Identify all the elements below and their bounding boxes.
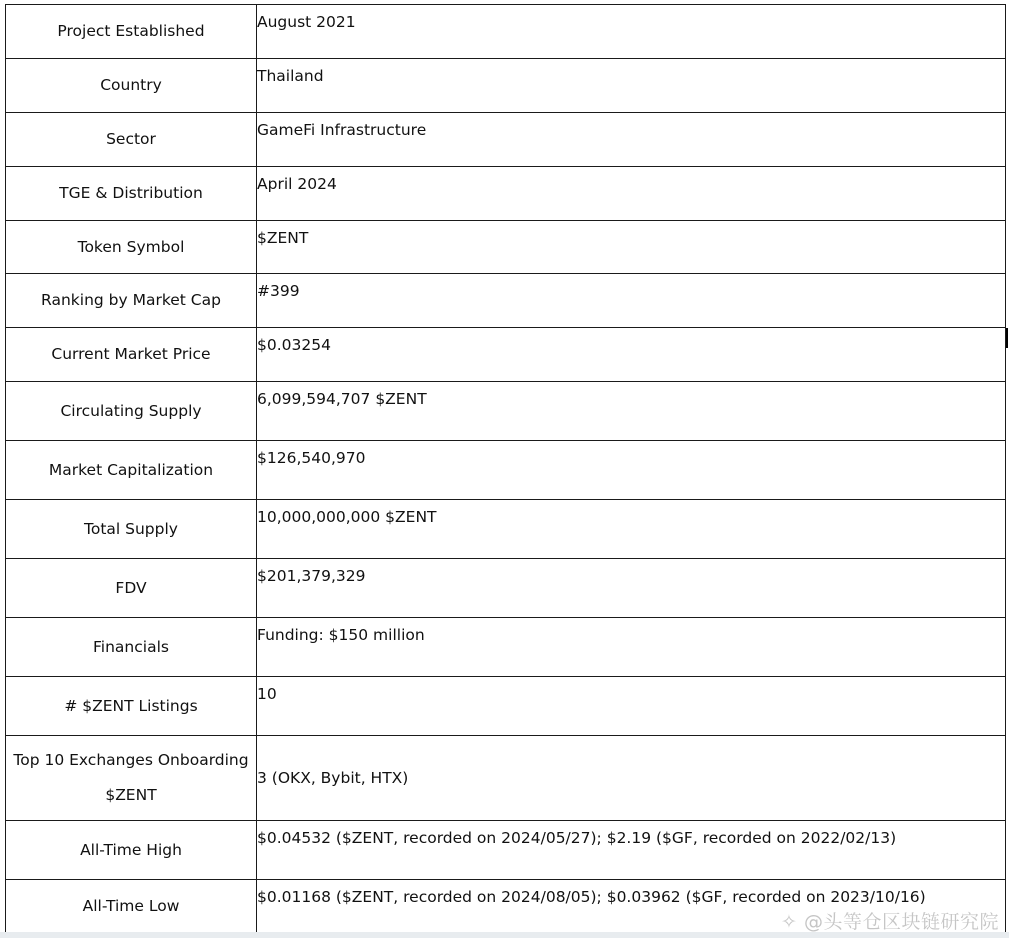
row-value: #399: [257, 274, 1006, 328]
row-value: $0.03254: [257, 328, 1006, 382]
table-row: [6, 821, 1006, 880]
table-row: [6, 328, 1006, 382]
row-label: Project Established: [6, 5, 257, 59]
row-value: $0.01168 ($ZENT, recorded on 2024/08/05); $0.03962 ($GF, recorded on 2023/10/16): [257, 880, 1006, 933]
table-row: [6, 274, 1006, 328]
table-row: [6, 167, 1006, 221]
table-row: [6, 59, 1006, 113]
row-label: Circulating Supply: [6, 382, 257, 441]
table-row: [6, 618, 1006, 677]
sparkle-icon: ✧: [781, 911, 798, 933]
row-value: 10: [257, 677, 1006, 736]
row-value: GameFi Infrastructure: [257, 113, 1006, 167]
row-label: Financials: [6, 618, 257, 677]
table-row: [6, 736, 1006, 821]
row-value: $0.04532 ($ZENT, recorded on 2024/05/27); $2.19 ($GF, recorded on 2022/02/13): [257, 821, 1006, 880]
row-label: Top 10 Exchanges Onboarding $ZENT: [6, 736, 257, 821]
text-cursor: [1006, 328, 1008, 348]
table-row: [6, 441, 1006, 500]
table-row: [6, 382, 1006, 441]
row-value: $ZENT: [257, 221, 1006, 274]
row-label: Sector: [6, 113, 257, 167]
watermark: [781, 907, 999, 934]
table-row: [6, 559, 1006, 618]
row-value: $201,379,329: [257, 559, 1006, 618]
row-label: Country: [6, 59, 257, 113]
row-label: # $ZENT Listings: [6, 677, 257, 736]
table-row: [6, 677, 1006, 736]
row-value: August 2021: [257, 5, 1006, 59]
token-info-table: [5, 4, 1006, 933]
row-value: 10,000,000,000 $ZENT: [257, 500, 1006, 559]
table-row: [6, 500, 1006, 559]
row-value: Funding: $150 million: [257, 618, 1006, 677]
row-value: $126,540,970: [257, 441, 1006, 500]
row-label: All-Time High: [6, 821, 257, 880]
row-value: 6,099,594,707 $ZENT: [257, 382, 1006, 441]
table-row: [6, 5, 1006, 59]
row-value: April 2024: [257, 167, 1006, 221]
row-label: Ranking by Market Cap: [6, 274, 257, 328]
row-label: Total Supply: [6, 500, 257, 559]
table-row: [6, 113, 1006, 167]
row-label: Current Market Price: [6, 328, 257, 382]
row-label: FDV: [6, 559, 257, 618]
row-label: Token Symbol: [6, 221, 257, 274]
row-label: Market Capitalization: [6, 441, 257, 500]
row-label: TGE & Distribution: [6, 167, 257, 221]
row-label: All-Time Low: [6, 880, 257, 933]
watermark-text: @头等仓区块链研究院: [803, 911, 999, 933]
row-value: 3 (OKX, Bybit, HTX): [257, 736, 1006, 821]
row-value: Thailand: [257, 59, 1006, 113]
table-row: [6, 221, 1006, 274]
